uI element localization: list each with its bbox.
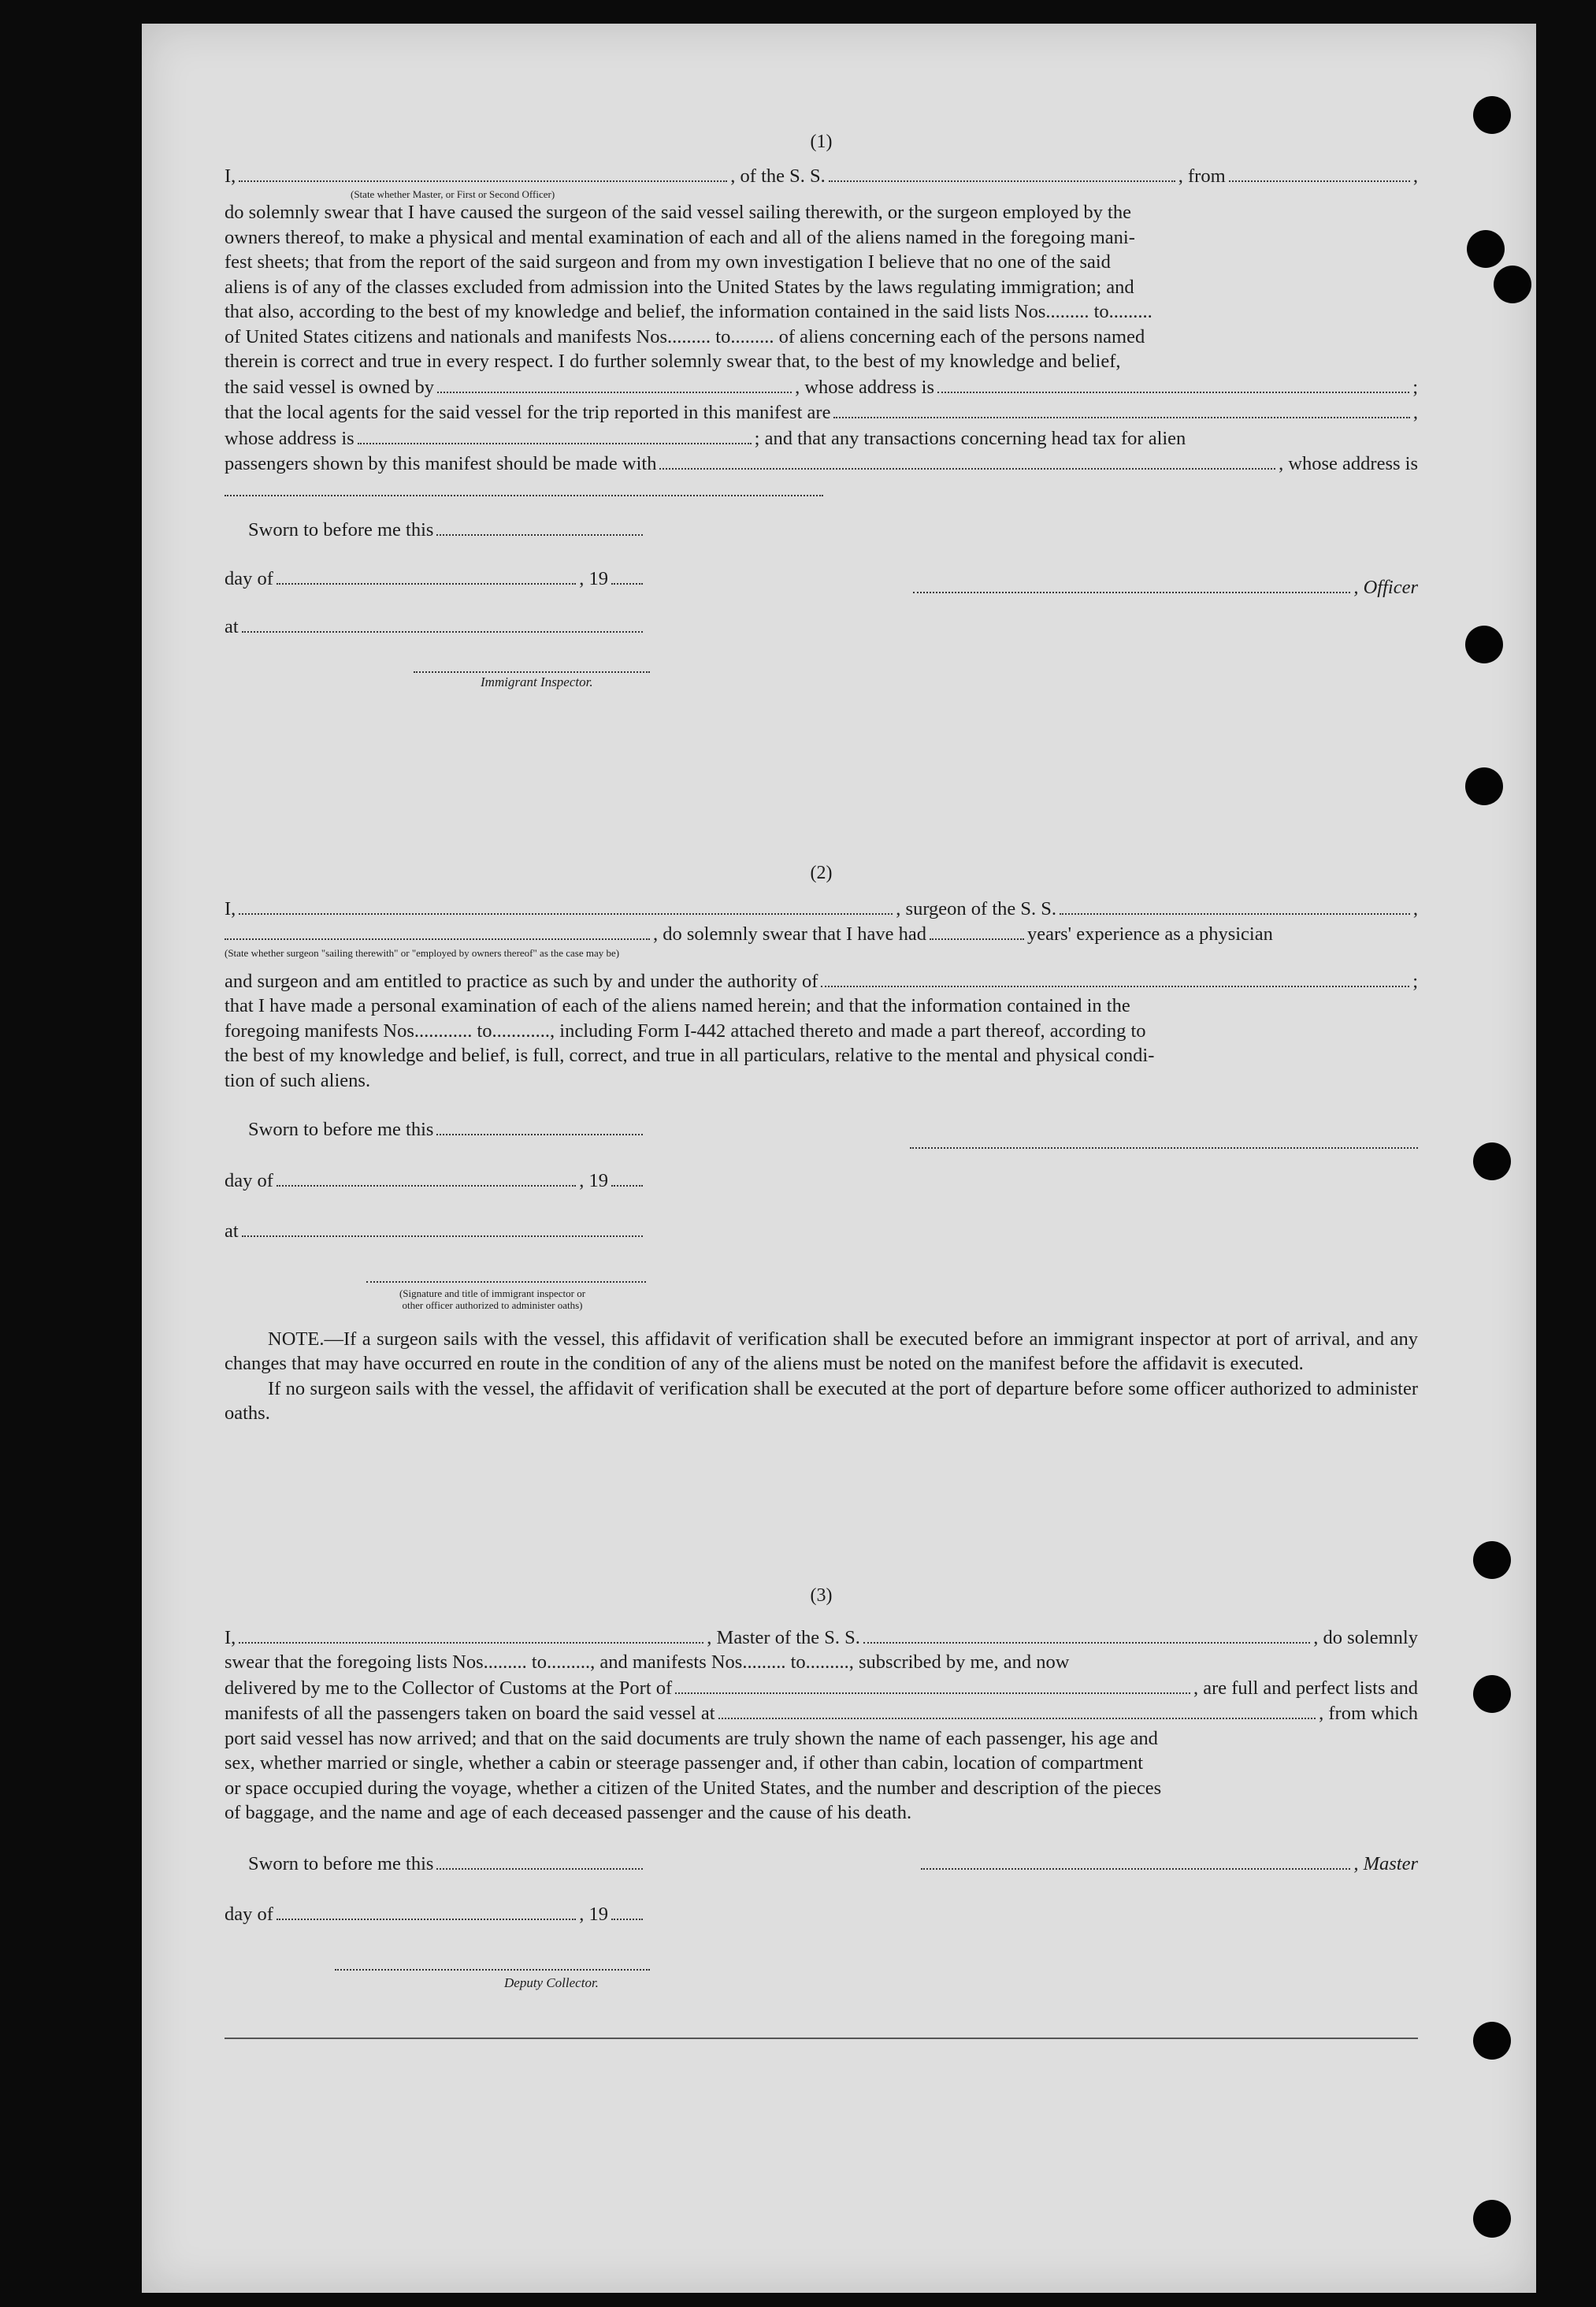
month-field[interactable] xyxy=(277,566,576,585)
oath-line: aliens is of any of the classes excluded from admission into the United States by the laws regulating immigration; and xyxy=(225,276,1134,298)
section-number: (3) xyxy=(810,1585,833,1606)
year-label: , 19 xyxy=(579,1904,608,1926)
oath-line: owners thereof, to make a physical and mental examination of each and all of the aliens named in the foregoing mani- xyxy=(225,226,1135,248)
agents-field[interactable] xyxy=(833,399,1409,418)
binder-hole xyxy=(1473,2200,1511,2238)
name-field[interactable] xyxy=(239,163,727,182)
affidavit-master-section xyxy=(225,130,1418,692)
taken-aboard-label: manifests of all the passengers taken on board the said vessel at xyxy=(225,1703,715,1725)
collector-port-label: delivered by me to the Collector of Customs at the Port of xyxy=(225,1677,673,1699)
place-field[interactable] xyxy=(242,614,643,633)
master-line xyxy=(225,1625,1418,1651)
address-continuation-field[interactable] xyxy=(225,494,823,496)
port-field[interactable] xyxy=(675,1675,1190,1694)
binder-hole xyxy=(1473,1142,1511,1180)
officer-line xyxy=(910,574,1418,600)
exam-line: the best of my knowledge and belief, is full, correct, and true in all particulars, relative to the mental and physical condi- xyxy=(225,1045,1155,1067)
year-label: , 19 xyxy=(579,568,608,590)
place-field[interactable] xyxy=(242,1218,643,1237)
master-of-ss-label: , Master of the S. S. xyxy=(707,1626,860,1648)
section-number: (2) xyxy=(810,863,833,883)
surgeon-signature-field[interactable] xyxy=(910,1146,1418,1149)
local-agents-label: that the local agents for the said vessel for the trip reported in this manifest are xyxy=(225,402,831,424)
sworn-label: Sworn to before me this xyxy=(248,1119,434,1141)
month-field[interactable] xyxy=(277,1168,576,1187)
lists-line xyxy=(225,1650,1418,1675)
year-field[interactable] xyxy=(611,566,643,585)
day-line xyxy=(225,1901,646,1927)
binder-hole xyxy=(1494,266,1531,303)
documents-line: or space occupied during the voyage, whether a citizen of the United States, and the number and description of the pieces xyxy=(225,1777,1162,1799)
month-field[interactable] xyxy=(277,1901,576,1920)
sworn-line xyxy=(248,1851,646,1877)
binder-hole xyxy=(1473,2022,1511,2060)
swear-label: , do solemnly swear that I have had xyxy=(653,923,926,945)
day-line xyxy=(225,566,646,592)
i-label: I, xyxy=(225,897,236,919)
at-line xyxy=(225,1218,646,1244)
passengers-label: passengers shown by this manifest should be made with xyxy=(225,453,657,475)
bottom-rule xyxy=(225,2038,1418,2039)
sworn-day-field[interactable] xyxy=(436,517,643,536)
sworn-label: Sworn to before me this xyxy=(248,1852,434,1874)
vessel-field[interactable] xyxy=(1060,896,1410,915)
sworn-day-field[interactable] xyxy=(436,1116,643,1135)
passengers-line xyxy=(225,451,1418,477)
surgeon-status-field[interactable] xyxy=(225,921,650,940)
oath-line: fest sheets; that from the report of the said surgeon and from my own investigation I believe that no one of the said xyxy=(225,251,1111,273)
year-field[interactable] xyxy=(611,1168,643,1187)
documents-line: sex, whether married or single, whether a cabin or steerage passenger and, if other than cabin, location of compartment xyxy=(225,1752,1144,1774)
owner-field[interactable] xyxy=(437,374,792,393)
line-end: , xyxy=(1412,897,1418,919)
at-label: at xyxy=(225,615,239,637)
binder-hole xyxy=(1473,1541,1511,1579)
address-label: whose address is xyxy=(225,427,354,449)
vessel-field[interactable] xyxy=(863,1625,1310,1644)
sworn-day-field[interactable] xyxy=(436,1851,643,1870)
oath-line: therein is correct and true in every respect. I do further solemnly swear that, to the best of my knowledge and belief, xyxy=(225,351,1121,373)
year-field[interactable] xyxy=(611,1901,643,1920)
agents-address-line xyxy=(225,425,1418,451)
years-label: years' experience as a physician xyxy=(1026,923,1273,945)
at-line xyxy=(225,614,646,640)
day-of-label: day of xyxy=(225,1904,273,1926)
collector-label: Deputy Collector. xyxy=(504,1975,599,1990)
note-text: If no surgeon sails with the vessel, the affidavit of verification shall be executed at the port of departure before some officer authorized to administer oaths. xyxy=(225,1377,1418,1425)
lists-text: swear that the foregoing lists Nos......... to........., and manifests Nos......... to........., subscribed by me, and now xyxy=(225,1651,1070,1674)
documents-paragraph xyxy=(225,1726,1418,1826)
day-of-label: day of xyxy=(225,568,273,590)
exam-line: foregoing manifests Nos............ to............, including Form I-442 attached thereto and made a part thereof, according to xyxy=(225,1020,1146,1042)
inspector-signature-field[interactable] xyxy=(366,1280,646,1283)
departure-port-field[interactable] xyxy=(718,1700,1316,1719)
note-text: NOTE.—If a surgeon sails with the vessel, this affidavit of verification shall be executed before an immigrant inspector at port of arrival, and any changes that may have occurred en route in the condition of any of the aliens must be noted on the manifest before the affidavit is executed. xyxy=(225,1328,1418,1375)
oath-line: of United States citizens and nationals and manifests Nos......... to......... of aliens concerning each of the persons named xyxy=(225,325,1145,347)
day-line xyxy=(225,1168,646,1194)
port-line xyxy=(225,1675,1418,1701)
lists-perfect-label: , are full and perfect lists and xyxy=(1193,1677,1418,1699)
officer-signature-field[interactable] xyxy=(913,574,1350,593)
binder-hole xyxy=(1473,1675,1511,1713)
surgeon-of-ss-label: , surgeon of the S. S. xyxy=(896,897,1057,919)
examination-paragraph xyxy=(225,994,1418,1093)
oath-line: do solemnly swear that I have caused the surgeon of the said vessel sailing therewith, or the surgeon employed by the xyxy=(225,202,1131,224)
vessel-field[interactable] xyxy=(829,163,1175,182)
documents-line: of baggage, and the name and age of each deceased passenger and the cause of his death. xyxy=(225,1802,912,1824)
master-name-line xyxy=(225,163,1418,189)
authority-field[interactable] xyxy=(821,968,1409,987)
address-label: , whose address is xyxy=(795,376,934,398)
binder-hole xyxy=(1467,230,1505,268)
master-signature-field[interactable] xyxy=(921,1851,1350,1870)
rank-note: (State whether Master, or First or Second Officer) xyxy=(351,188,555,201)
from-label: , from xyxy=(1178,165,1226,187)
signature-note: (Signature and title of immigrant inspector or other officer authorized to administer oaths) xyxy=(399,1287,586,1311)
sworn-line xyxy=(248,1116,646,1142)
experience-line xyxy=(225,921,1418,947)
at-label: at xyxy=(225,1220,239,1243)
master-label: , Master xyxy=(1353,1852,1418,1874)
affidavit-surgeon-section xyxy=(225,861,1418,1426)
from-field[interactable] xyxy=(1229,163,1410,182)
i-label: I, xyxy=(225,165,236,187)
agents-line: that the local agents for the said vessel for the trip reported in this manifest are , xyxy=(225,399,1418,425)
section-number: (1) xyxy=(810,132,833,152)
binder-hole xyxy=(1465,626,1503,663)
agents-address-field[interactable] xyxy=(358,425,752,444)
collector-signature-field[interactable] xyxy=(335,1968,650,1971)
sworn-label: Sworn to before me this xyxy=(248,518,434,541)
binder-hole xyxy=(1473,96,1511,134)
i-label: I, xyxy=(225,1626,236,1648)
master-name-field[interactable] xyxy=(239,1625,703,1644)
years-field[interactable] xyxy=(930,921,1024,940)
exam-line: that I have made a personal examination of each of the aliens named herein; and that the information contained in the xyxy=(225,995,1130,1017)
sworn-line xyxy=(248,517,646,543)
departure-line xyxy=(225,1700,1418,1726)
master-signature-line xyxy=(918,1851,1418,1877)
officer-label: , Officer xyxy=(1353,576,1418,598)
owner-address-field[interactable] xyxy=(937,374,1409,393)
note-paragraph xyxy=(225,1327,1418,1426)
line-end: , do solemnly xyxy=(1313,1626,1418,1648)
surgeon-status-note: (State whether surgeon "sailing therewith" or "employed by owners thereof" as the case may be) xyxy=(225,946,620,959)
surgeon-name-line xyxy=(225,896,1418,922)
inspector-label: Immigrant Inspector. xyxy=(481,674,593,690)
documents-line: port said vessel has now arrived; and that on the said documents are truly shown the name of each passenger, his age and xyxy=(225,1727,1158,1749)
binder-hole xyxy=(1465,767,1503,805)
exam-line: tion of such aliens. xyxy=(225,1069,371,1091)
head-tax-agent-field[interactable] xyxy=(659,451,1275,470)
affidavit-collector-section xyxy=(225,1584,1418,1993)
year-label: , 19 xyxy=(579,1169,608,1191)
owner-line: the said vessel is owned by , whose address is ; xyxy=(225,374,1418,400)
oath-line: that also, according to the best of my knowledge and belief, the information contained in the said lists Nos......... to......... xyxy=(225,301,1152,323)
line-end: , xyxy=(1412,165,1418,187)
oath-paragraph xyxy=(225,200,1418,374)
address-label: , whose address is xyxy=(1279,453,1418,475)
of-ss-label: , of the S. S. xyxy=(730,165,826,187)
form-page xyxy=(142,24,1536,2293)
head-tax-label: ; and that any transactions concerning head tax for alien xyxy=(754,427,1186,449)
surgeon-name-field[interactable] xyxy=(239,896,893,915)
from-which-label: , from which xyxy=(1319,1703,1418,1725)
authority-line: and surgeon and am entitled to practice as such by and under the authority of ; xyxy=(225,968,1418,994)
day-of-label: day of xyxy=(225,1169,273,1191)
authority-label: and surgeon and am entitled to practice as such by and under the authority of xyxy=(225,970,818,992)
owned-by-label: the said vessel is owned by xyxy=(225,376,435,398)
